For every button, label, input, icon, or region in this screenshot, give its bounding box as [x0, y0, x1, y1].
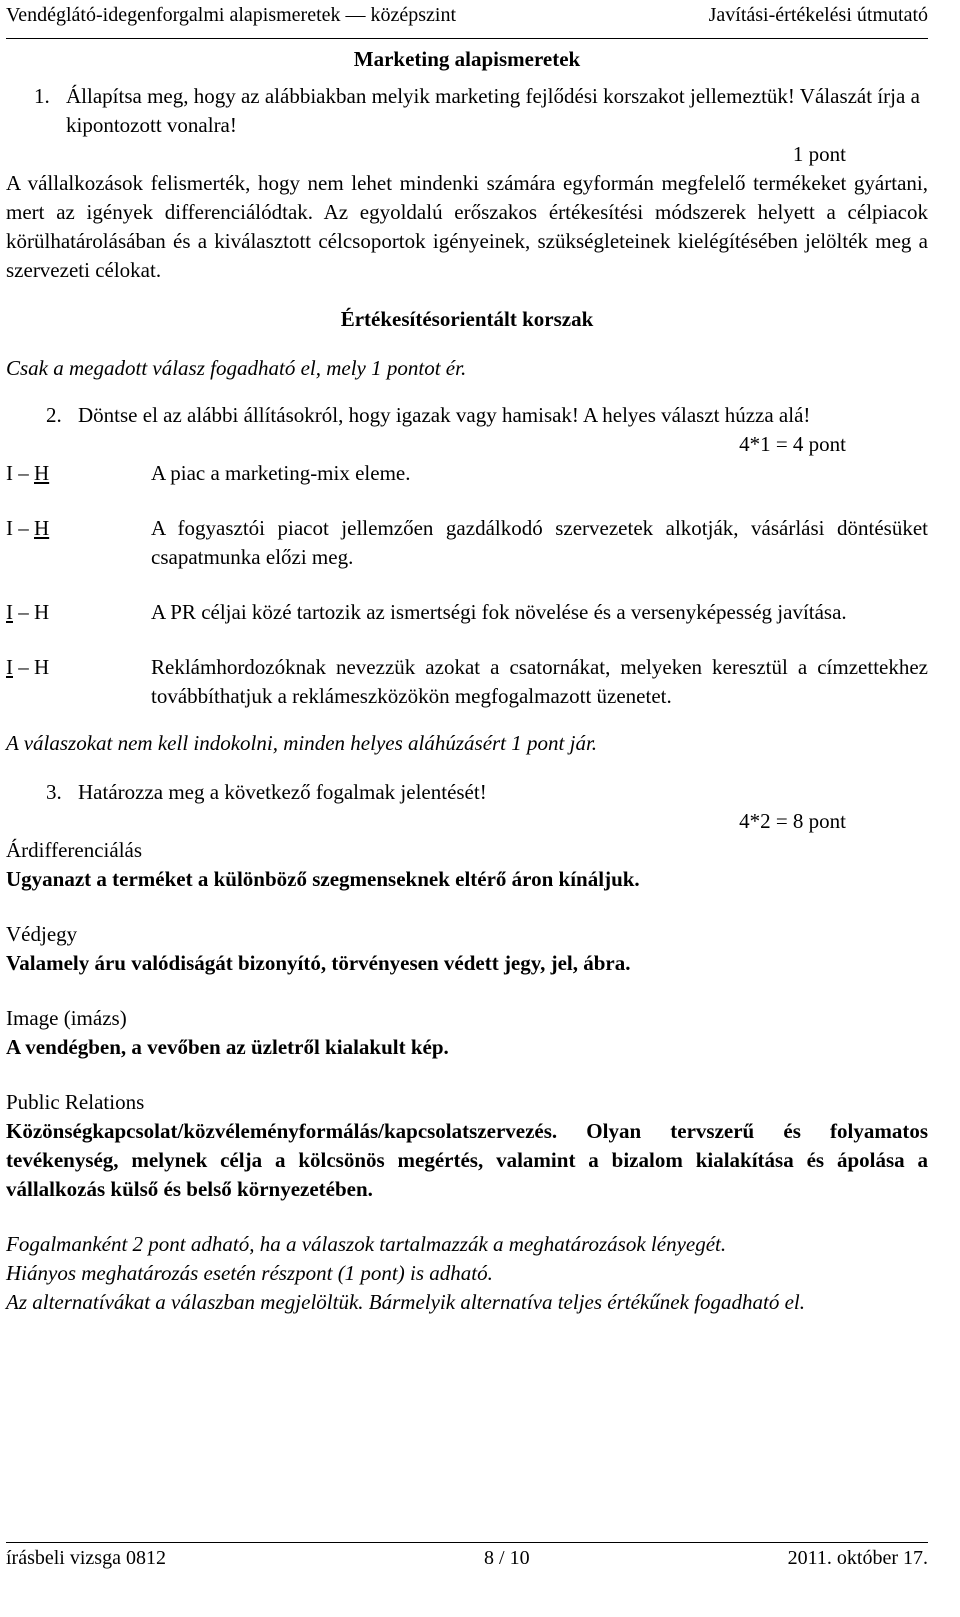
question-text: Állapítsa meg, hogy az alábbiakban melyik marketing fejlődési korszakot jellemeztük! Válaszát írja a kipontozott vonalra!	[66, 84, 920, 137]
tf-answer	[6, 598, 151, 627]
page-header	[6, 0, 928, 28]
tf-row	[6, 653, 928, 711]
tf-answer	[6, 459, 151, 488]
header-rule	[6, 38, 928, 39]
false-option[interactable]: H	[34, 461, 50, 485]
page-footer	[6, 1542, 928, 1571]
question-2-note: A válaszokat nem kell indokolni, minden helyes aláhúzásért 1 pont jár.	[6, 731, 598, 755]
term-name: Árdifferenciálás	[6, 838, 143, 862]
term-name: Image (imázs)	[6, 1006, 127, 1030]
document-page	[6, 0, 928, 1317]
question-1-passage: A vállalkozások felismerték, hogy nem lehet mindenki számára egyformán megfelelő termékeket gyártani, mert az igények differenciálódtak. Az egyoldalú erőszakos értékesítési módszerek helyett a célpiacok körülhatárolásában és a kiválasztott célcsoportok igényeinek, szükségleteinek kielégítésében jelölték meg a szervezeti célokat.	[6, 171, 928, 282]
footer-page-number: 8 / 10	[484, 1547, 530, 1569]
tf-dash: –	[13, 461, 34, 485]
tf-statement: A piac a marketing-mix eleme.	[151, 461, 411, 485]
question-2	[46, 401, 928, 430]
term-block	[6, 920, 928, 978]
true-option[interactable]: I	[6, 516, 13, 540]
true-option[interactable]: I	[6, 461, 13, 485]
term-block	[6, 836, 928, 894]
footer-left: írásbeli vizsga 0812	[6, 1547, 166, 1569]
section-title: Marketing alapismeretek	[353, 47, 581, 71]
true-false-list	[6, 459, 928, 711]
question-3-points: 4*2 = 8 pont	[739, 809, 846, 833]
tf-statement: Reklámhordozóknak nevezzük azokat a csatornákat, melyeken keresztül a címzettekhez továbbíthatjuk a reklámeszközökön megfogalmazott üzenetet.	[151, 655, 928, 708]
term-block	[6, 1004, 928, 1062]
false-option[interactable]: H	[34, 600, 50, 624]
question-3-notes	[6, 1230, 928, 1317]
question-1-points: 1 pont	[792, 142, 846, 166]
question-1-answer: Értékesítésorientált korszak	[340, 307, 594, 331]
scoring-note: Az alternatívákat a válaszban megjelöltük. Bármelyik alternatíva teljes értékűnek fogadható el.	[6, 1290, 805, 1314]
false-option[interactable]: H	[34, 655, 50, 679]
term-name: Public Relations	[6, 1090, 145, 1114]
tf-row	[6, 514, 928, 572]
scoring-note: Fogalmanként 2 pont adható, ha a válaszok tartalmazzák a meghatározások lényegét.	[6, 1232, 727, 1256]
tf-dash: –	[13, 516, 34, 540]
tf-dash: –	[13, 600, 34, 624]
footer-date: 2011. október 17.	[787, 1547, 928, 1569]
true-option[interactable]: I	[6, 655, 13, 679]
question-text: Határozza meg a következő fogalmak jelentését!	[78, 780, 487, 804]
term-definition: Közönségkapcsolat/közvéleményformálás/kapcsolatszervezés. Olyan tervszerű és folyamatos tevékenység, melynek célja a kölcsönös megértés, valamint a bizalom kialakítása és ápolása a vállalkozás külső és belső környezetében.	[6, 1119, 928, 1201]
tf-answer	[6, 514, 151, 572]
term-name: Védjegy	[6, 922, 78, 946]
tf-dash: –	[13, 655, 34, 679]
question-number: 1.	[34, 84, 50, 108]
terms-list	[6, 836, 928, 1204]
question-2-points: 4*1 = 4 pont	[739, 432, 846, 456]
tf-statement: A fogyasztói piacot jellemzően gazdálkodó szervezetek alkotják, vásárlási döntésüket csapatmunka előzi meg.	[151, 516, 928, 569]
false-option[interactable]: H	[34, 516, 50, 540]
question-number: 3.	[46, 780, 62, 804]
question-3	[46, 778, 928, 807]
tf-row	[6, 459, 928, 488]
tf-statement: A PR céljai közé tartozik az ismertségi fok növelése és a versenyképesség javítása.	[151, 600, 847, 624]
tf-answer	[6, 653, 151, 711]
question-1-note: Csak a megadott válasz fogadható el, mely 1 pontot ér.	[6, 356, 467, 380]
question-1	[6, 82, 928, 140]
tf-row	[6, 598, 928, 627]
header-left: Vendéglátó-idegenforgalmi alapismeretek — középszint	[6, 4, 457, 26]
header-right: Javítási-értékelési útmutató	[708, 4, 928, 26]
question-number: 2.	[46, 403, 62, 427]
term-block	[6, 1088, 928, 1204]
term-definition: Valamely áru valódiságát bizonyító, törvényesen védett jegy, jel, ábra.	[6, 951, 631, 975]
scoring-note: Hiányos meghatározás esetén részpont (1 pont) is adható.	[6, 1261, 493, 1285]
term-definition: Ugyanazt a terméket a különböző szegmenseknek eltérő áron kínáljuk.	[6, 867, 640, 891]
true-option[interactable]: I	[6, 600, 13, 624]
question-text: Döntse el az alábbi állításokról, hogy igazak vagy hamisak! A helyes választ húzza alá!	[78, 403, 811, 427]
term-definition: A vendégben, a vevőben az üzletről kialakult kép.	[6, 1035, 449, 1059]
